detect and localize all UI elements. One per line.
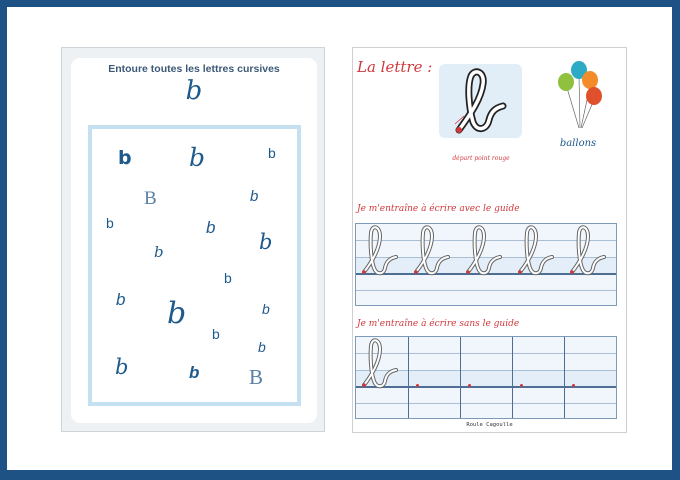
start-dot bbox=[520, 384, 523, 387]
letter-italic[interactable]: b bbox=[116, 290, 126, 309]
letter-search-frame bbox=[88, 125, 301, 406]
cursive-b-tracing-icon bbox=[439, 64, 522, 138]
tile-caption: départ point rouge bbox=[452, 155, 510, 162]
grid-column-divider bbox=[460, 337, 461, 418]
grid-column-divider bbox=[564, 337, 565, 418]
letter-cursive[interactable]: b bbox=[167, 296, 187, 331]
letter-cursive[interactable]: b bbox=[115, 355, 129, 379]
letter-bold[interactable]: b bbox=[118, 147, 132, 169]
section-heading-with-guide: Je m'entraîne à écrire avec le guide bbox=[357, 204, 520, 214]
footer-credit: Roule Cagoulle bbox=[466, 422, 513, 428]
worksheet-circle-letters bbox=[61, 47, 325, 432]
letter-sans[interactable]: b bbox=[224, 270, 232, 286]
letter-cursive[interactable]: b bbox=[154, 243, 164, 261]
start-dot bbox=[572, 384, 575, 387]
letter-italic[interactable]: b bbox=[250, 188, 259, 205]
letter-italic[interactable]: b bbox=[258, 339, 266, 355]
letter-italic[interactable]: b bbox=[262, 301, 270, 317]
letter-sans[interactable]: b bbox=[212, 326, 220, 342]
traced-cursive-b-icon bbox=[362, 337, 402, 389]
letter-heading: La lettre : bbox=[357, 58, 433, 76]
letter-serif[interactable]: B bbox=[144, 188, 157, 209]
traced-cursive-b-icon bbox=[414, 224, 454, 276]
free-writing-grid bbox=[355, 336, 617, 419]
traced-cursive-b-icon bbox=[570, 224, 610, 276]
traced-cursive-b-icon bbox=[362, 224, 402, 276]
letter-serif[interactable]: B bbox=[249, 365, 264, 389]
balloons-icon bbox=[555, 58, 605, 136]
letter-italic[interactable]: b bbox=[206, 218, 216, 237]
worksheet-writing-practice bbox=[352, 47, 627, 433]
worksheet-title: Entoure toutes les lettres cursives bbox=[108, 63, 280, 75]
letter-sans[interactable]: b bbox=[106, 215, 114, 231]
letter-tracing-tile bbox=[439, 64, 522, 138]
letter-cursive[interactable]: b bbox=[259, 230, 273, 254]
letter-bold-italic[interactable]: b bbox=[189, 363, 200, 382]
letter-sans[interactable]: b bbox=[268, 145, 276, 161]
section-heading-without-guide: Je m'entraîne à écrire sans le guide bbox=[357, 319, 520, 329]
start-dot bbox=[416, 384, 419, 387]
traced-cursive-b-icon bbox=[518, 224, 558, 276]
start-dot bbox=[468, 384, 471, 387]
grid-column-divider bbox=[408, 337, 409, 418]
worksheet-card bbox=[71, 58, 317, 423]
grid-column-divider bbox=[512, 337, 513, 418]
guided-writing-lines bbox=[355, 223, 617, 306]
letter-cursive[interactable]: b bbox=[189, 143, 206, 172]
illustration-label: ballons bbox=[559, 138, 597, 149]
target-cursive-letter: b bbox=[185, 76, 203, 106]
traced-cursive-b-icon bbox=[466, 224, 506, 276]
